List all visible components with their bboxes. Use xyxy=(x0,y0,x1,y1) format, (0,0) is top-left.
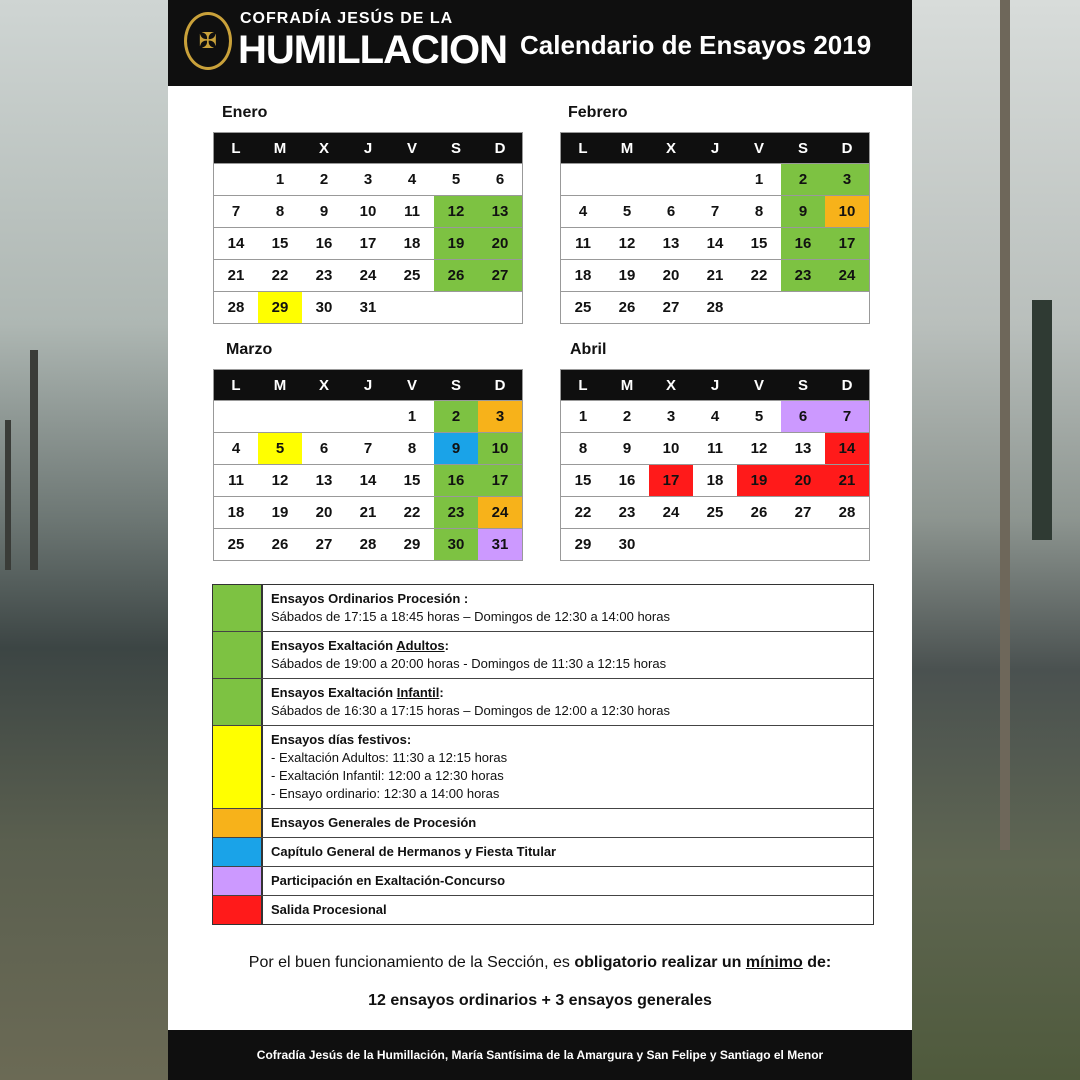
calendar-day: 15 xyxy=(258,228,302,260)
calendar-day: 7 xyxy=(346,433,390,465)
calendar-empty-cell xyxy=(302,401,346,433)
weekday-header: L xyxy=(561,133,606,164)
calendar-week-row xyxy=(561,465,870,497)
calendar-day: 26 xyxy=(434,260,478,292)
calendar-empty-cell xyxy=(434,292,478,324)
legend-text xyxy=(263,585,678,631)
calendar-day: 22 xyxy=(561,497,606,529)
weekday-header: S xyxy=(781,370,825,401)
legend-title-underlined: Infantil xyxy=(396,685,440,700)
calendar-day: 3 xyxy=(649,401,693,433)
weekday-header: J xyxy=(693,370,737,401)
calendar-week-row xyxy=(561,497,870,529)
calendar-day: 23 xyxy=(434,497,478,529)
weekday-header-row xyxy=(561,370,870,401)
legend-color-swatch xyxy=(213,867,263,895)
calendar-day: 17 xyxy=(346,228,390,260)
legend-text xyxy=(263,838,564,866)
calendar-day: 4 xyxy=(390,164,434,196)
month-title-marzo: Marzo xyxy=(226,341,273,358)
calendar-day: 13 xyxy=(302,465,346,497)
calendar-day: 17 xyxy=(825,228,870,260)
legend-text xyxy=(263,867,513,895)
legend-title-text: Ensayos días festivos: xyxy=(271,732,412,747)
calendar-day: 24 xyxy=(825,260,870,292)
calendar-empty-cell xyxy=(737,529,781,561)
note-part3: mínimo xyxy=(745,954,803,971)
legend-title-text: Ensayos Exaltación xyxy=(271,638,397,653)
calendar-day: 18 xyxy=(561,260,606,292)
calendar-day: 26 xyxy=(258,529,302,561)
calendar-day: 15 xyxy=(390,465,434,497)
legend-color-swatch xyxy=(213,632,263,678)
legend-title-text: Ensayos Exaltación xyxy=(271,685,397,700)
legend-title xyxy=(271,637,666,655)
calendar-day: 8 xyxy=(390,433,434,465)
legend-text xyxy=(263,679,678,725)
legend-title-underlined: Adultos xyxy=(396,638,445,653)
calendar-day: 1 xyxy=(737,164,781,196)
weekday-header: M xyxy=(605,370,649,401)
calendar-week-row xyxy=(561,228,870,260)
calendar-day: 28 xyxy=(214,292,259,324)
calendar-empty-cell xyxy=(605,164,649,196)
calendar-day: 1 xyxy=(390,401,434,433)
legend-detail-line: - Exaltación Infantil: 12:00 a 12:30 horas xyxy=(271,768,504,783)
calendar-day: 6 xyxy=(478,164,523,196)
calendar-day: 11 xyxy=(390,196,434,228)
calendar-day: 13 xyxy=(781,433,825,465)
calendar-day: 30 xyxy=(302,292,346,324)
calendar-empty-cell xyxy=(781,529,825,561)
calendar-week-row xyxy=(561,196,870,228)
calendar-day: 22 xyxy=(258,260,302,292)
calendar-day: 13 xyxy=(649,228,693,260)
legend-detail-line: Sábados de 19:00 a 20:00 horas - Domingos de 11:30 a 12:15 horas xyxy=(271,656,667,671)
weekday-header: D xyxy=(825,370,870,401)
weekday-header: X xyxy=(302,370,346,401)
legend-detail-line: Sábados de 16:30 a 17:15 horas – Domingos de 12:00 a 12:30 horas xyxy=(271,703,670,718)
calendar-day: 12 xyxy=(737,433,781,465)
calendar-day: 23 xyxy=(781,260,825,292)
weekday-header: V xyxy=(737,370,781,401)
legend-row xyxy=(213,838,873,867)
calendar-day: 13 xyxy=(478,196,523,228)
weekday-header: V xyxy=(390,133,434,164)
calendar-day: 28 xyxy=(346,529,390,561)
calendar-empty-cell xyxy=(390,292,434,324)
calendar-day: 26 xyxy=(737,497,781,529)
calendar-day: 2 xyxy=(781,164,825,196)
legend-title xyxy=(271,872,505,890)
calendar-day: 17 xyxy=(478,465,523,497)
calendar-week-row xyxy=(214,465,523,497)
calendar-day: 28 xyxy=(825,497,870,529)
calendar-week-row xyxy=(214,433,523,465)
note-part2: obligatorio realizar un xyxy=(574,954,746,971)
calendar-week-row xyxy=(214,164,523,196)
weekday-header: S xyxy=(434,370,478,401)
weekday-header: J xyxy=(346,133,390,164)
calendar-week-row xyxy=(561,164,870,196)
calendar-empty-cell xyxy=(825,529,870,561)
brand-main-text: HUMILLACION xyxy=(238,28,507,72)
legend-row xyxy=(213,809,873,838)
footer-text: Cofradía Jesús de la Humillación, María Santísima de la Amargura y San Felipe y Santiago el Menor xyxy=(256,1048,824,1062)
legend-title-text: Salida Procesional xyxy=(271,902,387,917)
calendar-day: 30 xyxy=(605,529,649,561)
calendar-week-row xyxy=(561,401,870,433)
calendar-day: 12 xyxy=(605,228,649,260)
legend-text xyxy=(263,896,395,924)
calendar-day: 18 xyxy=(693,465,737,497)
calendar-empty-cell xyxy=(693,164,737,196)
weekday-header: D xyxy=(478,133,523,164)
background-photo-left xyxy=(0,0,168,1080)
calendar-week-row xyxy=(561,260,870,292)
calendar-week-row xyxy=(214,260,523,292)
calendar-day: 20 xyxy=(478,228,523,260)
weekday-header: V xyxy=(737,133,781,164)
legend-row xyxy=(213,896,873,924)
calendar-day: 18 xyxy=(214,497,259,529)
calendar-day: 6 xyxy=(302,433,346,465)
calendar-day: 20 xyxy=(302,497,346,529)
weekday-header: J xyxy=(693,133,737,164)
calendar-week-row xyxy=(214,497,523,529)
legend-title-text: Participación en Exaltación-Concurso xyxy=(271,873,506,888)
calendar-day: 21 xyxy=(346,497,390,529)
calendar-day: 19 xyxy=(605,260,649,292)
calendar-day: 9 xyxy=(434,433,478,465)
legend-title-end: : xyxy=(439,685,444,700)
calendar-day: 14 xyxy=(693,228,737,260)
calendar-day: 18 xyxy=(390,228,434,260)
brand-top-text: COFRADÍA JESÚS DE LA xyxy=(240,10,454,27)
calendar-week-row xyxy=(214,196,523,228)
legend-color-swatch xyxy=(213,726,263,808)
calendar-day: 7 xyxy=(825,401,870,433)
calendar-day: 27 xyxy=(781,497,825,529)
calendar-day: 25 xyxy=(693,497,737,529)
calendar-day: 31 xyxy=(478,529,523,561)
calendar-empty-cell xyxy=(781,292,825,324)
calendar-week-row xyxy=(214,529,523,561)
calendar-day: 3 xyxy=(478,401,523,433)
calendar-day: 5 xyxy=(605,196,649,228)
calendar-week-row xyxy=(561,529,870,561)
weekday-header: D xyxy=(825,133,870,164)
calendar-day: 21 xyxy=(825,465,870,497)
calendar-day: 7 xyxy=(693,196,737,228)
calendar-day: 27 xyxy=(302,529,346,561)
weekday-header: M xyxy=(258,370,302,401)
calendar-empty-cell xyxy=(214,164,259,196)
weekday-header: L xyxy=(214,133,259,164)
legend-color-swatch xyxy=(213,585,263,631)
calendar-day: 17 xyxy=(649,465,693,497)
legend-color-swatch xyxy=(213,838,263,866)
weekday-header: V xyxy=(390,370,434,401)
calendar-day: 5 xyxy=(737,401,781,433)
calendar-day: 19 xyxy=(434,228,478,260)
calendar-day: 9 xyxy=(781,196,825,228)
legend-detail-line: - Ensayo ordinario: 12:30 a 14:00 horas xyxy=(271,786,500,801)
calendar-day: 3 xyxy=(825,164,870,196)
calendar-day: 6 xyxy=(649,196,693,228)
legend-title-end: : xyxy=(444,638,449,653)
calendar-week-row xyxy=(561,433,870,465)
calendar-empty-cell xyxy=(346,401,390,433)
calendar-day: 24 xyxy=(478,497,523,529)
legend-color-swatch xyxy=(213,809,263,837)
month-title-enero: Enero xyxy=(222,104,268,121)
cofradia-logo-icon: ✠ xyxy=(184,12,232,70)
calendar-day: 25 xyxy=(561,292,606,324)
calendar-day: 16 xyxy=(434,465,478,497)
weekday-header: X xyxy=(649,370,693,401)
requirement-summary: 12 ensayos ordinarios + 3 ensayos generales xyxy=(368,992,712,1009)
month-title-abril: Abril xyxy=(570,341,607,358)
calendar-day: 27 xyxy=(649,292,693,324)
legend-row xyxy=(213,726,873,809)
calendar-day: 22 xyxy=(737,260,781,292)
weekday-header: S xyxy=(781,133,825,164)
legend-title xyxy=(271,684,670,702)
calendar-day: 5 xyxy=(258,433,302,465)
calendar-day: 14 xyxy=(825,433,870,465)
calendar-empty-cell xyxy=(258,401,302,433)
calendar-empty-cell xyxy=(649,164,693,196)
note-part1: Por el buen funcionamiento de la Sección, es xyxy=(248,954,575,971)
calendar-day: 11 xyxy=(693,433,737,465)
calendar-day: 2 xyxy=(434,401,478,433)
calendar-day: 14 xyxy=(214,228,259,260)
legend-row xyxy=(213,679,873,726)
legend-title xyxy=(271,814,476,832)
legend-title-text: Capítulo General de Hermanos y Fiesta Titular xyxy=(271,844,557,859)
calendar-day: 24 xyxy=(346,260,390,292)
calendar-day: 25 xyxy=(214,529,259,561)
calendar-day: 20 xyxy=(781,465,825,497)
calendar-week-row xyxy=(214,228,523,260)
calendar-day: 8 xyxy=(561,433,606,465)
requirement-note xyxy=(168,954,912,972)
calendar-day: 4 xyxy=(561,196,606,228)
calendar-day: 28 xyxy=(693,292,737,324)
calendar-febrero xyxy=(560,132,870,324)
calendar-day: 19 xyxy=(258,497,302,529)
weekday-header-row xyxy=(214,133,523,164)
calendar-day: 1 xyxy=(258,164,302,196)
legend-title-text: Ensayos Ordinarios Procesión : xyxy=(271,591,469,606)
calendar-day: 2 xyxy=(605,401,649,433)
weekday-header: M xyxy=(258,133,302,164)
calendar-empty-cell xyxy=(214,401,259,433)
calendar-week-row xyxy=(214,292,523,324)
calendar-day: 10 xyxy=(478,433,523,465)
calendar-day: 14 xyxy=(346,465,390,497)
weekday-header: S xyxy=(434,133,478,164)
legend-table xyxy=(212,584,874,925)
weekday-header-row xyxy=(214,370,523,401)
legend-title xyxy=(271,731,507,749)
legend-detail-line: Sábados de 17:15 a 18:45 horas – Domingos de 12:30 a 14:00 horas xyxy=(271,609,670,624)
legend-text xyxy=(263,809,484,837)
calendar-day: 24 xyxy=(649,497,693,529)
legend-text xyxy=(263,632,674,678)
calendar-day: 20 xyxy=(649,260,693,292)
calendar-day: 12 xyxy=(258,465,302,497)
calendar-day: 11 xyxy=(561,228,606,260)
calendar-day: 16 xyxy=(605,465,649,497)
calendar-day: 3 xyxy=(346,164,390,196)
calendar-day: 5 xyxy=(434,164,478,196)
calendar-day: 8 xyxy=(258,196,302,228)
calendar-day: 15 xyxy=(561,465,606,497)
legend-row xyxy=(213,632,873,679)
calendar-day: 11 xyxy=(214,465,259,497)
calendar-day: 26 xyxy=(605,292,649,324)
calendar-day: 19 xyxy=(737,465,781,497)
footer-bar xyxy=(168,1030,912,1080)
calendar-day: 16 xyxy=(781,228,825,260)
header-bar xyxy=(168,0,912,86)
calendar-day: 29 xyxy=(258,292,302,324)
weekday-header: J xyxy=(346,370,390,401)
page-title: Calendario de Ensayos 2019 xyxy=(520,30,872,60)
calendar-day: 4 xyxy=(214,433,259,465)
calendar-abril xyxy=(560,369,870,561)
calendar-day: 6 xyxy=(781,401,825,433)
calendar-day: 2 xyxy=(302,164,346,196)
calendar-day: 4 xyxy=(693,401,737,433)
calendar-day: 31 xyxy=(346,292,390,324)
weekday-header: D xyxy=(478,370,523,401)
calendar-day: 22 xyxy=(390,497,434,529)
weekday-header: M xyxy=(605,133,649,164)
calendar-enero xyxy=(213,132,523,324)
calendar-day: 25 xyxy=(390,260,434,292)
calendar-day: 12 xyxy=(434,196,478,228)
calendar-empty-cell xyxy=(737,292,781,324)
calendar-day: 10 xyxy=(649,433,693,465)
calendar-day: 29 xyxy=(390,529,434,561)
calendar-day: 29 xyxy=(561,529,606,561)
calendar-empty-cell xyxy=(825,292,870,324)
calendar-day: 9 xyxy=(302,196,346,228)
legend-title xyxy=(271,590,670,608)
legend-title xyxy=(271,901,387,919)
note-part4: de: xyxy=(802,954,832,971)
calendar-day: 30 xyxy=(434,529,478,561)
calendar-day: 15 xyxy=(737,228,781,260)
weekday-header: L xyxy=(561,370,606,401)
legend-text xyxy=(263,726,515,808)
legend-color-swatch xyxy=(213,679,263,725)
weekday-header: X xyxy=(302,133,346,164)
calendar-week-row xyxy=(561,292,870,324)
background-photo-right xyxy=(912,0,1080,1080)
legend-title xyxy=(271,843,556,861)
calendar-day: 23 xyxy=(605,497,649,529)
calendar-day: 21 xyxy=(693,260,737,292)
legend-title-text: Ensayos Generales de Procesión xyxy=(271,815,477,830)
weekday-header: L xyxy=(214,370,259,401)
calendar-document xyxy=(168,0,912,1080)
weekday-header-row xyxy=(561,133,870,164)
calendar-day: 7 xyxy=(214,196,259,228)
calendar-day: 23 xyxy=(302,260,346,292)
month-title-febrero: Febrero xyxy=(568,104,628,121)
weekday-header: X xyxy=(649,133,693,164)
legend-row xyxy=(213,585,873,632)
legend-row xyxy=(213,867,873,896)
legend-detail-line: - Exaltación Adultos: 11:30 a 12:15 horas xyxy=(271,750,508,765)
calendar-marzo xyxy=(213,369,523,561)
calendar-week-row xyxy=(214,401,523,433)
calendar-day: 21 xyxy=(214,260,259,292)
legend-color-swatch xyxy=(213,896,263,924)
calendar-day: 27 xyxy=(478,260,523,292)
calendar-empty-cell xyxy=(561,164,606,196)
calendar-day: 8 xyxy=(737,196,781,228)
calendar-empty-cell xyxy=(649,529,693,561)
calendar-day: 9 xyxy=(605,433,649,465)
calendar-day: 10 xyxy=(825,196,870,228)
calendar-empty-cell xyxy=(478,292,523,324)
calendar-day: 10 xyxy=(346,196,390,228)
calendar-day: 16 xyxy=(302,228,346,260)
calendar-empty-cell xyxy=(693,529,737,561)
calendar-day: 1 xyxy=(561,401,606,433)
